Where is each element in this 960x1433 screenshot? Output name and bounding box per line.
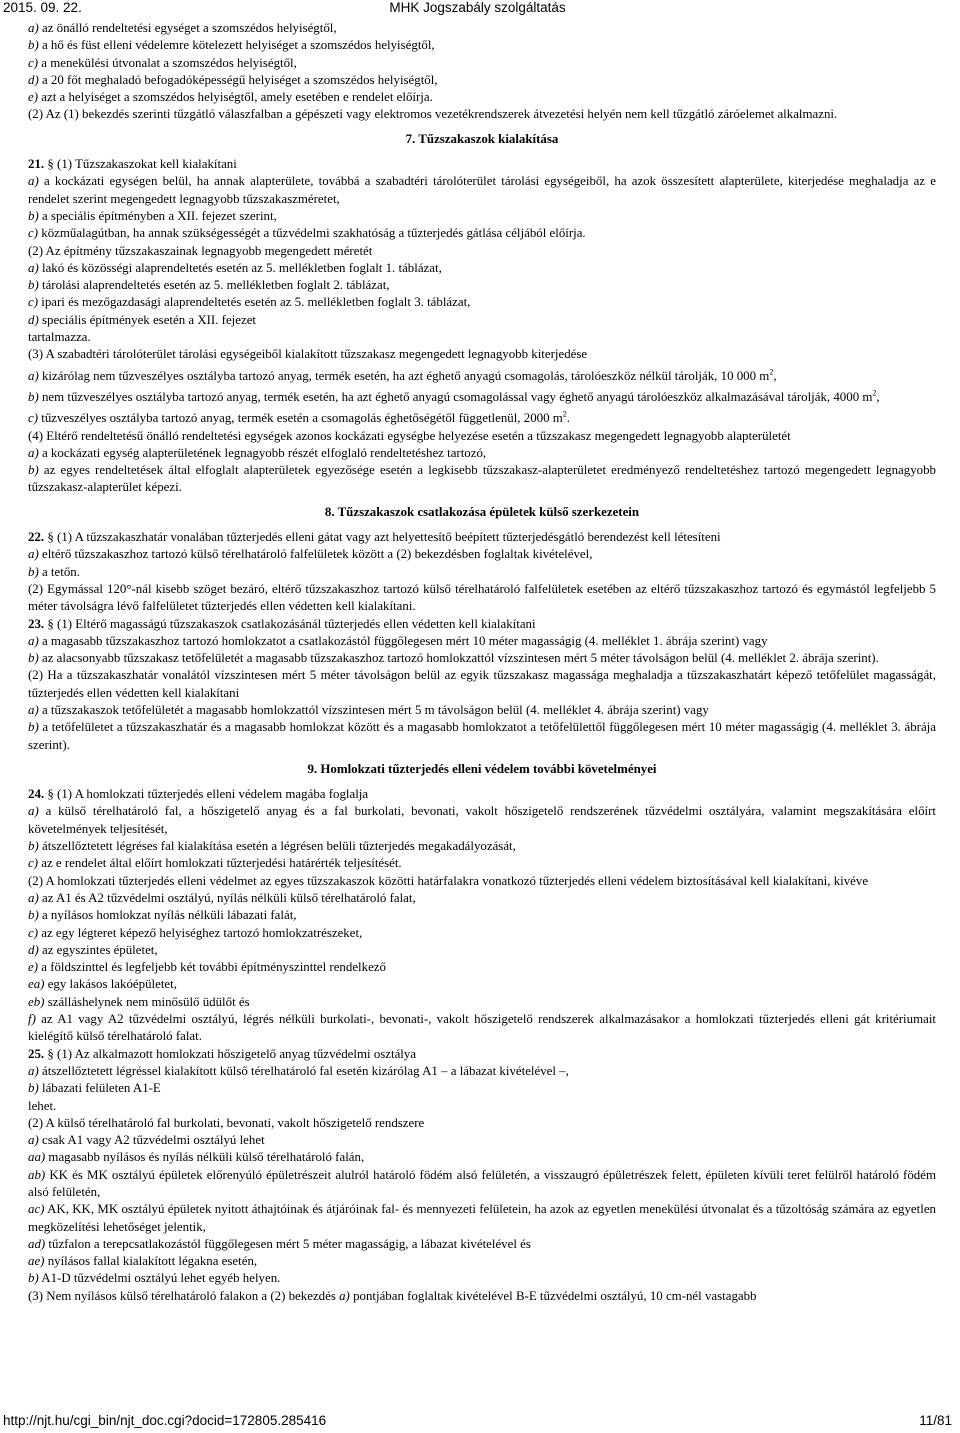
item-text: a kockázati egységen belül, ha annak alapterülete, továbbá a szabadtéri tárolóterület tárolási egységeiből, ha azok összesített alapterülete, kiterjedése meghaladja az e rendelet szerint megengedett legnagyobb tűzszakaszméretet,: [28, 174, 936, 206]
list-item: [28, 368, 936, 385]
list-item: [28, 890, 936, 907]
item-text: tűzveszélyes osztályba tartozó anyag, termék esetén a csomagolás éghetőségétől függetlenül, 2000 m: [41, 411, 563, 426]
item-label: b): [28, 208, 39, 223]
document-body: [28, 20, 936, 1305]
item-label: ac): [28, 1202, 45, 1217]
list-item: [28, 445, 936, 462]
list-item: [28, 1149, 936, 1166]
item-label: a): [28, 1133, 39, 1148]
section-heading: 7. Tűzszakaszok kialakítása: [405, 131, 559, 146]
body-paragraph: (4) Eltérő rendeltetésű önálló rendeltetési egységek azonos kockázati egységbe helyezése esetén a tűzszakasz megengedett legnagyobb alapterületét: [28, 428, 791, 443]
section-text: § (1) A homlokzati tűzterjedés elleni védelem magába foglalja: [47, 787, 369, 802]
footer-page-number: 11/81: [919, 1413, 952, 1428]
body-paragraph: (2) A külső térelhatároló fal burkolati, bevonati, vakolt hőszigetelő rendszere: [28, 1115, 425, 1130]
section-text: § (1) Eltérő magasságú tűzszakaszok csatlakozásánál tűzterjedés ellen védetten kell kialakítani: [47, 616, 536, 631]
section-paragraph: [28, 529, 936, 546]
list-item: [28, 260, 936, 277]
item-label: a): [28, 1063, 39, 1078]
body-paragraph: (2) Az (1) bekezdés szerinti tűzgátló válaszfalban a gépészeti vagy elektromos vezetékrendszerek átvezetési helyén nem kell tűzgátló záróelemet alkalmazni.: [28, 107, 838, 122]
list-item: [28, 546, 936, 563]
list-item: [28, 564, 936, 581]
item-label: b): [28, 1271, 39, 1286]
list-item: [28, 633, 936, 650]
item-text: átszellőztetett légréses fal kialakítása esetén a légrésen belüli tűzterjedés megakadályozását,: [41, 839, 516, 854]
item-label: c): [28, 411, 39, 426]
section-number: 23.: [28, 616, 45, 631]
item-text: a tetőfelületet a tűzszakaszhatár és a magasabb homlokzat között és a magasabb homlokzatot a tetőfelülettől függőlegesen mért 10 méter magasságig (4. melléklet 3. ábrája szerint).: [28, 720, 936, 752]
item-tail: ,: [876, 389, 880, 404]
item-text: az alacsonyabb tűzszakasz tetőfelületét a magasabb tűzszakaszhoz tartozó homlokzattól vízszintesen mért 5 méter távolságon belül (4. melléklet 2. ábrája szerint).: [41, 651, 879, 666]
item-text: a 20 főt meghaladó befogadóképességű helyiséget a szomszédos helyiségtől,: [41, 72, 438, 87]
item-text: az A1 vagy A2 tűzvédelmi osztályú, légrés nélküli burkolati-, bevonati-, vakolt hőszigetelő rendszerek alkalmazásakor a homlokzati tűzterjedés elleni gát kritériumait kielégítő külső térelhatároló falat.: [28, 1012, 936, 1044]
item-label: ad): [28, 1236, 46, 1251]
item-label: a): [28, 547, 39, 562]
list-item: [28, 1132, 936, 1149]
item-text: átszellőztetett légréssel kialakított külső térelhatároló fal esetén kizárólag A1 – a lábazat kivételével –,: [41, 1063, 569, 1078]
list-item: [28, 994, 936, 1011]
superscript: 2: [872, 388, 877, 398]
item-text: a kockázati egység alapterületének legnagyobb részét elfoglaló rendeltetéshez tartozó,: [41, 445, 487, 460]
list-item: [28, 925, 936, 942]
item-text: közműalagútban, ha annak szükségességét a tűzvédelmi szakhatóság a tűzterjedés gátlása céljából előírja.: [41, 226, 586, 241]
item-label: e): [28, 90, 39, 105]
item-text: eltérő tűzszakaszhoz tartozó külső térelhatároló falfelületek között a (2) bekezdésben foglaltak kivételével,: [41, 547, 593, 562]
body-paragraph: (2) Az építmény tűzszakaszainak legnagyobb megengedett méretét: [28, 243, 373, 258]
list-item: [28, 1253, 936, 1270]
list-item: [28, 855, 936, 872]
item-text: KK és MK osztályú épületek előrenyúló épületrészeit alulról határoló födém alsó felületén, a visszaugró épületrészek felett, épületen kívüli teret felülről határoló födém alsó felületén,: [28, 1167, 936, 1199]
list-item: [28, 1011, 936, 1046]
list-item: [28, 719, 936, 754]
section-paragraph: [28, 1046, 936, 1063]
item-text: azt a helyiséget a szomszédos helyiségtől, amely esetében e rendelet előírja.: [41, 90, 433, 105]
item-label: a): [28, 702, 39, 717]
item-text: nyílásos fallal kialakított légakna esetén,: [47, 1254, 258, 1269]
section-heading: 8. Tűzszakaszok csatlakozása épületek külső szerkezetein: [324, 504, 640, 519]
item-label: c): [28, 856, 39, 871]
section-text: § (1) Az alkalmazott homlokzati hőszigetelő anyag tűzvédelmi osztálya: [47, 1046, 417, 1061]
list-item: [28, 650, 936, 667]
list-item: [28, 277, 936, 294]
superscript: 2: [562, 409, 567, 419]
list-item: [28, 942, 936, 959]
section-number: 22.: [28, 530, 45, 545]
item-label: a): [28, 633, 39, 648]
body-paragraph: lehet.: [28, 1098, 57, 1113]
item-label: a): [28, 260, 39, 275]
item-text: AK, KK, MK osztályú épületek nyitott áthajtóinak és átjáróinak fal- és mennyezeti felületein, ha azok az egyetlen menekülési útvonalat és a tűzoltóság számára az egyetlen megközelítési lehetőséget jelentik,: [28, 1202, 936, 1234]
item-label: c): [28, 226, 39, 241]
section-paragraph: [28, 156, 936, 173]
item-text: egy lakásos lakóépületet,: [47, 977, 177, 992]
superscript: 2: [769, 367, 774, 377]
item-label: c): [28, 295, 39, 310]
item-text: a tűzszakaszok tetőfelületét a magasabb homlokzattól vízszintesen mért 5 m távolságon belül (4. melléklet 4. ábrája szerint) vagy: [41, 702, 709, 717]
header-date: 2015. 09. 22.: [3, 0, 82, 15]
item-text: kizárólag nem tűzveszélyes osztályba tartozó anyag, termék esetén, ha azt éghető anyagú csomagolás, tárolóeszköz nélkül tárolják, 10 000 m: [41, 368, 770, 383]
item-text: magasabb nyílásos és nyílás nélküli külső térelhatároló falán,: [48, 1150, 365, 1165]
section-paragraph: [28, 616, 936, 633]
list-item: [28, 702, 936, 719]
body-paragraph: (2) Ha a tűzszakaszhatár vonalától vízszintesen mért 5 méter távolságon belül az egyik tűzszakasz magassága meghaladja a tűzszakaszhatárt képező tetőfelület magasságát, tűzterjedés ellen védetten kell kialakítani: [28, 668, 936, 700]
item-text: lakó és közösségi alaprendeltetés esetén az 5. mellékletben foglalt 1. táblázat,: [41, 260, 442, 275]
item-label: f): [28, 1012, 36, 1027]
item-label: d): [28, 72, 39, 87]
item-text: a menekülési útvonalat a szomszédos helyiségtől,: [41, 55, 297, 70]
list-item: [28, 1236, 936, 1253]
item-label: a): [28, 368, 39, 383]
body-paragraph: (3) A szabadtéri tárolóterület tárolási egységeiből kialakított tűzszakasz megengedett legnagyobb kiterjedése: [28, 347, 588, 362]
item-label: b): [28, 38, 39, 53]
item-text: az A1 és A2 tűzvédelmi osztályú, nyílás nélküli külső térelhatároló falat,: [41, 890, 416, 905]
list-item: [28, 462, 936, 497]
list-item: [28, 976, 936, 993]
item-tail: ,: [773, 368, 777, 383]
item-text: speciális építmények esetén a XII. fejezet: [41, 312, 257, 327]
item-text: lábazati felületen A1-E: [41, 1081, 161, 1096]
list-item: [28, 312, 936, 329]
item-label: c): [28, 55, 39, 70]
item-label: a): [28, 174, 39, 189]
item-text: ipari és mezőgazdasági alaprendeltetés esetén az 5. mellékletben foglalt 3. táblázat,: [41, 295, 471, 310]
item-tail: .: [566, 411, 571, 426]
item-text: a nyílásos homlokzat nyílás nélküli lábazati falát,: [41, 908, 297, 923]
page-footer: [3, 1413, 952, 1428]
item-text: az egyszintes épületet,: [41, 942, 158, 957]
item-label: d): [28, 942, 39, 957]
list-item: [28, 225, 936, 242]
item-text: a tetőn.: [41, 564, 80, 579]
item-label: b): [28, 720, 39, 735]
item-label: a): [28, 21, 39, 35]
item-text: az egyes rendeltetések által elfoglalt alapterületek egyezősége esetén a legkisebb tűzszakasz-alapterületet eredményező rendeltetéshez tartozó megengedett legnagyobb tűzszakasz-alapterület képezi.: [28, 463, 936, 495]
list-item: [28, 72, 936, 89]
item-label: ab): [28, 1167, 46, 1182]
header-title: MHK Jogszabály szolgáltatás: [389, 0, 566, 15]
section-text: § (1) A tűzszakaszhatár vonalában tűzterjedés elleni gátat vagy azt helyettesítő beépített tűzterjedésgátló berendezést kell létesíteni: [47, 530, 721, 545]
body-paragraph: (2) Egymással 120°-nál kisebb szöget bezáró, eltérő tűzszakaszhoz tartozó külső térelhatároló falfelületek esetében az eltérő tűzszakaszhoz tartozó és egymástól legfeljebb 5 méter távolságra lévő falfelületet tűzterjedés ellen védetten kell kialakítani.: [28, 581, 936, 614]
list-item: [28, 1201, 936, 1236]
item-inline-label: a): [339, 1288, 350, 1303]
list-item: [28, 838, 936, 855]
section-paragraph: [28, 786, 936, 803]
item-label: b): [28, 908, 39, 923]
item-text: a speciális építményben a XII. fejezet szerint,: [41, 208, 277, 223]
item-label: aa): [28, 1150, 46, 1165]
item-tail: pontjában foglaltak kivételével B-E tűzvédelmi osztályú, 10 cm-nél vastagabb: [353, 1288, 757, 1303]
list-item: [28, 55, 936, 72]
item-label: b): [28, 564, 39, 579]
list-item: [28, 410, 936, 427]
list-item: [28, 173, 936, 208]
page-header: [3, 0, 952, 15]
item-text: tárolási alaprendeltetés esetén az 5. mellékletben foglalt 2. táblázat,: [41, 278, 390, 293]
list-item: [28, 208, 936, 225]
item-label: b): [28, 1081, 39, 1096]
item-label: c): [28, 925, 39, 940]
item-label: ea): [28, 977, 45, 992]
item-text: A1-D tűzvédelmi osztályú lehet egyéb helyen.: [41, 1271, 281, 1286]
body-paragraph: (2) A homlokzati tűzterjedés elleni védelmet az egyes tűzszakaszok közötti határfalakra vonatkozó tűzterjedés elleni védelem biztosításával kell kialakítani, kivéve: [28, 873, 869, 888]
list-item: [28, 20, 936, 37]
item-text: az e rendelet által előírt homlokzati tűzterjedési határérték teljesítését.: [41, 856, 402, 871]
list-item: [28, 1288, 936, 1305]
list-item: [28, 294, 936, 311]
list-item: [28, 389, 936, 406]
item-label: b): [28, 839, 39, 854]
item-text: az önálló rendeltetési egységet a szomszédos helyiségtől,: [41, 21, 337, 35]
list-item: [28, 89, 936, 106]
item-label: (3): [28, 1288, 44, 1303]
section-number: 24.: [28, 787, 45, 802]
item-text: nem tűzveszélyes osztályba tartozó anyag, termék esetén, ha azt éghető anyagú csomagolással vagy éghető anyagú tárolóeszköz alkalmazásával tárolják, 4000 m: [41, 389, 873, 404]
list-item: [28, 37, 936, 54]
item-label: ae): [28, 1254, 45, 1269]
item-text: csak A1 vagy A2 tűzvédelmi osztályú lehet: [41, 1133, 265, 1148]
item-label: e): [28, 960, 39, 975]
list-item: [28, 1080, 936, 1097]
item-text: szálláshelynek nem minősülő üdülőt és: [47, 994, 250, 1009]
list-item: [28, 1270, 936, 1287]
list-item: [28, 959, 936, 976]
item-label: b): [28, 389, 39, 404]
item-label: a): [28, 445, 39, 460]
list-item: [28, 803, 936, 838]
item-text: tűzfalon a terepcsatlakozástól függőlegesen mért 5 méter magasságig, a lábazat kivételével és: [48, 1236, 531, 1251]
section-number: 21.: [28, 157, 45, 172]
list-item: [28, 1167, 936, 1202]
item-text: a hő és füst elleni védelemre kötelezett helyiséget a szomszédos helyiségtől,: [41, 38, 435, 53]
item-text: Nem nyílásos külső térelhatároló falakon a (2) bekezdés: [46, 1288, 336, 1303]
item-label: eb): [28, 994, 45, 1009]
body-paragraph: tartalmazza.: [28, 330, 91, 345]
item-label: a): [28, 890, 39, 905]
list-item: [28, 907, 936, 924]
item-label: b): [28, 278, 39, 293]
item-text: az egy légteret képező helyiséghez tartozó homlokzatrészeket,: [41, 925, 363, 940]
item-text: a földszinttel és legfeljebb két további építményszinttel rendelkező: [41, 960, 386, 975]
item-label: a): [28, 804, 39, 819]
section-heading: 9. Homlokzati tűzterjedés elleni védelem további követelményei: [307, 761, 657, 776]
item-label: b): [28, 463, 39, 478]
item-text: a külső térelhatároló fal, a hőszigetelő anyag és a fal burkolati, bevonati, vakolt hőszigetelő rendszerének tűzvédelmi osztályára, valamint megszakítására előírt követelmények teljesítését,: [28, 804, 936, 836]
item-text: a magasabb tűzszakaszhoz tartozó homlokzatot a csatlakozástól függőlegesen mért 10 méter magasságig (4. melléklet 1. ábrája szerint) vagy: [41, 633, 768, 648]
section-text: § (1) Tűzszakaszokat kell kialakítani: [47, 157, 237, 172]
section-number: 25.: [28, 1046, 45, 1061]
item-label: d): [28, 312, 39, 327]
footer-url: http://njt.hu/cgi_bin/njt_doc.cgi?docid=172805.285416: [3, 1413, 327, 1428]
item-label: b): [28, 651, 39, 666]
list-item: [28, 1063, 936, 1080]
